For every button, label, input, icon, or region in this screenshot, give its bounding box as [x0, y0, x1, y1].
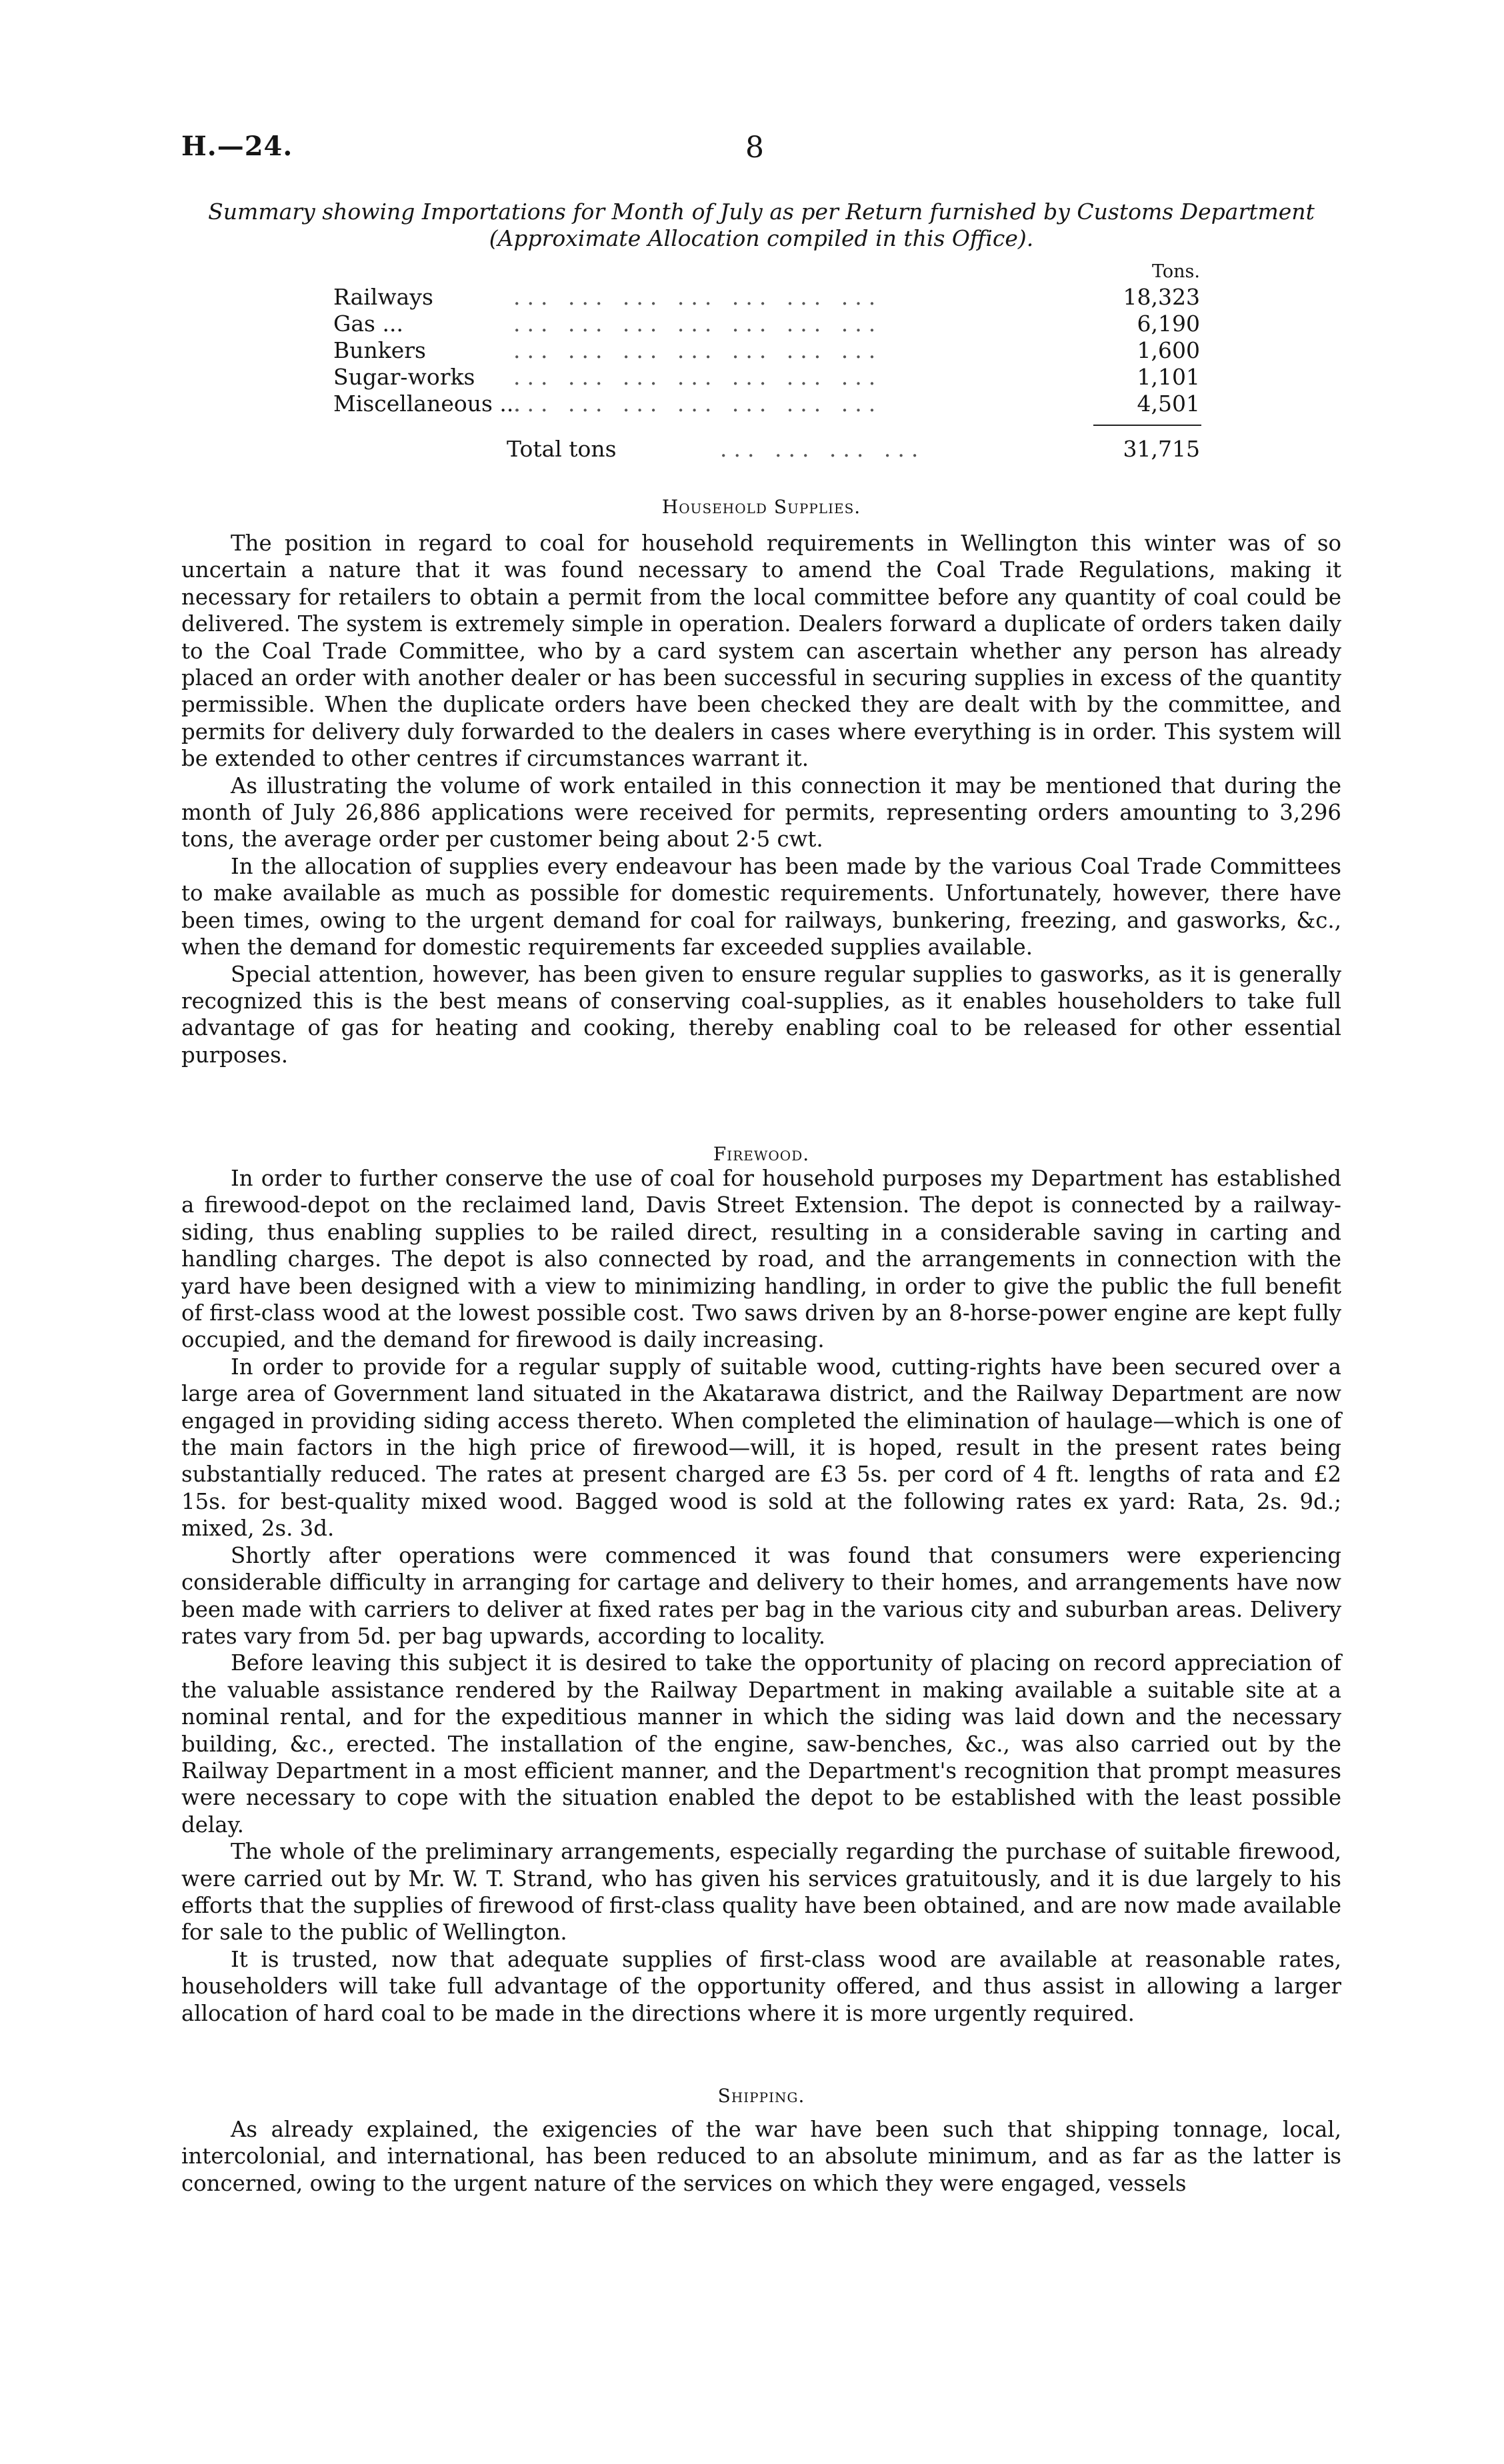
- leader-dots: ... ... ... ... ... ... ...: [513, 311, 883, 337]
- table-row: [333, 364, 1200, 391]
- leader-dots: ... ... ... ... ... ... ...: [513, 391, 883, 417]
- paragraph: Special attention, however, has been given to ensure regular supplies to gasworks, as it is generally recognized this is the best means of conserving coal-supplies, as it enables householders to take full advantage of gas for heating and cooking, thereby enabling coal to be released for other essential purposes.: [181, 961, 1341, 1068]
- household-supplies-heading: Household Supplies.: [661, 496, 861, 518]
- paragraph: In order to provide for a regular supply of suitable wood, cutting-rights have been secured over a large area of Government land situated in the Akatarawa district, and the Railway Department are now engaged in providing siding access thereto. When completed the elimination of haulage—which is one of the main factors in the high price of firewood—will, it is hoped, result in the present rates being substantially reduced. The rates at present charged are £3 5s. per cord of 4 ft. lengths of rata and £2 15s. for best-quality mixed wood. Bagged wood is sold at the following rates ex yard: Rata, 2s. 9d.; mixed, 2s. 3d.: [181, 1354, 1341, 1542]
- paragraph: In order to further conserve the use of coal for household purposes my Department has established a firewood-depot on the reclaimed land, Davis Street Extension. The depot is connected by a railway-siding, thus enabling supplies to be railed direct, resulting in a considerable saving in carting and handling charges. The depot is also connected by road, and the arrangements in connection with the yard have been designed with a view to minimizing handling, in order to give the public the full benefit of first-class wood at the lowest possible cost. Two saws driven by an 8-horse-power engine are kept fully occupied, and the demand for firewood is daily increasing.: [181, 1166, 1341, 1353]
- paragraph: As illustrating the volume of work entailed in this connection it may be mentioned that during the month of July 26,886 applications were received for permits, representing orders amounting to 3,296 tons, the average order per customer being about 2·5 cwt.: [181, 772, 1341, 852]
- document-reference: H.—24.: [181, 131, 293, 162]
- total-row: [333, 436, 1200, 463]
- paragraph: It is trusted, now that adequate supplies of first-class wood are available at reasonable rates, householders will take full advantage of the opportunity offered, and thus assist in allowing a larger allocation of hard coal to be made in the directions where it is more urgently required.: [181, 1946, 1341, 2026]
- page-number: 8: [745, 131, 764, 165]
- table-row: [333, 391, 1200, 417]
- shipping-body: [181, 2116, 1341, 2197]
- row-value: 18,323: [1123, 284, 1200, 310]
- row-value: 1,101: [1137, 364, 1200, 390]
- leader-dots: ... ... ... ... ... ... ...: [513, 364, 883, 390]
- firewood-heading: Firewood.: [713, 1143, 810, 1165]
- table-row: [333, 284, 1200, 311]
- summary-title: Summary showing Importations for Month of July as per Return furnished by Customs Department (Approximate Allocation compiled in this Office).: [208, 199, 1315, 251]
- paragraph: Shortly after operations were commenced it was found that consumers were experiencing considerable difficulty in arranging for cartage and delivery to their homes, and arrangements have now been made with carriers to deliver at fixed rates per bag in the various city and suburban areas. Delivery rates vary from 5d. per bag upwards, according to locality.: [181, 1542, 1341, 1649]
- leader-dots: ... ... ... ...: [720, 436, 925, 462]
- paragraph: The position in regard to coal for household requirements in Wellington this winter was of so uncertain a nature that it was found necessary to amend the Coal Trade Regulations, making it necessary for retailers to obtain a permit from the local committee before any quantity of coal could be delivered. The system is extremely simple in operation. Dealers forward a duplicate of orders taken daily to the Coal Trade Committee, who by a card system can ascertain whether any person has already placed an order with another dealer or has been successful in securing supplies in excess of the quantity permissible. When the duplicate orders have been checked they are dealt with by the committee, and permits for delivery duly forwarded to the dealers in cases where everything is in order. This system will be extended to other centres if circumstances warrant it.: [181, 531, 1341, 772]
- row-label: Bunkers: [333, 337, 426, 363]
- firewood-body: [181, 1165, 1341, 2027]
- row-label: Sugar-works: [333, 364, 475, 390]
- row-value: 6,190: [1137, 311, 1200, 337]
- household-supplies-body: [181, 530, 1341, 1068]
- row-label: Miscellaneous ...: [333, 391, 521, 417]
- row-value: 4,501: [1137, 391, 1200, 417]
- paragraph: Before leaving this subject it is desired to take the opportunity of placing on record appreciation of the valuable assistance rendered by the Railway Department in making available a suitable site at a nominal rental, and for the expeditious manner in which the siding was laid down and the necessary building, &c., erected. The installation of the engine, saw-benches, &c., was also carried out by the Railway Department in a most efficient manner, and the Department's recognition that prompt measures were necessary to cope with the situation enabled the depot to be established with the least possible delay.: [181, 1650, 1341, 1838]
- paragraph: As already explained, the exigencies of the war have been such that shipping tonnage, local, intercolonial, and international, has been reduced to an absolute minimum, and as far as the latter is concerned, owing to the urgent nature of the services on which they were engaged, vessels: [181, 2117, 1341, 2196]
- row-label: Railways: [333, 284, 433, 310]
- paragraph: The whole of the preliminary arrangements, especially regarding the purchase of suitable firewood, were carried out by Mr. W. T. Strand, who has given his services gratuitously, and it is due largely to his efforts that the supplies of firewood of first-class quality have been obtained, and are now made available for sale to the public of Wellington.: [181, 1839, 1341, 1945]
- leader-dots: ... ... ... ... ... ... ...: [513, 284, 883, 310]
- table-row: [333, 311, 1200, 337]
- total-label: Total tons: [507, 436, 617, 462]
- total-value: 31,715: [1123, 436, 1200, 462]
- total-rule: [1093, 425, 1201, 426]
- paragraph: In the allocation of supplies every endeavour has been made by the various Coal Trade Committees to make available as much as possible for domestic requirements. Unfortunately, however, there have been times, owing to the urgent demand for coal for railways, bunkering, freezing, and gasworks, &c., when the demand for domestic requirements far exceeded supplies available.: [181, 853, 1341, 960]
- row-label: Gas ...: [333, 311, 403, 337]
- table-row: [333, 337, 1200, 364]
- unit-header: Tons.: [1152, 261, 1200, 282]
- row-value: 1,600: [1137, 337, 1200, 363]
- shipping-heading: Shipping.: [717, 2085, 805, 2107]
- leader-dots: ... ... ... ... ... ... ...: [513, 337, 883, 363]
